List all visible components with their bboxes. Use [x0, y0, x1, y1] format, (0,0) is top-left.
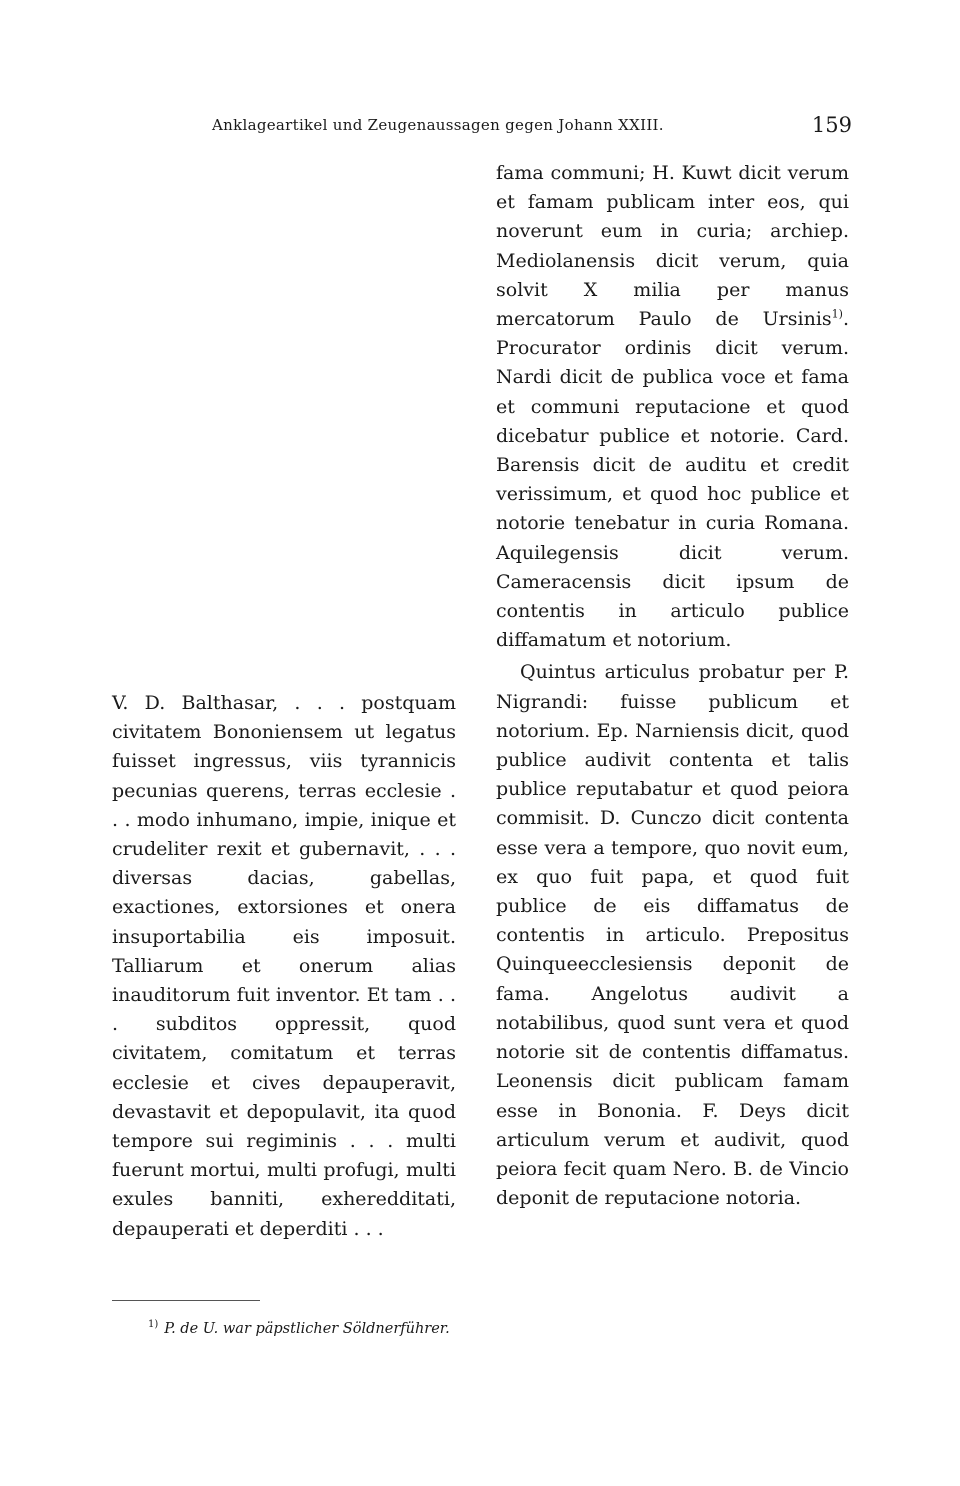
paragraph-1-text-b: . Procurator ordinis dicit verum. Nardi dicit de publica voce et fama et communi reputacione et quod dicebatur publice et notorie. Card. Barensis dicit de auditu et credit verissimum, et quod hoc publice et notorie tenebatur in curia Romana. Aquilegensis dicit verum. Cameracensis dicit ipsum de contentis in articulo publice diffamatum et notorium. — [496, 308, 849, 652]
footnote-rule — [112, 1300, 260, 1301]
running-title: Anklageartikel und Zeugenaussagen gegen Johann XXIII. — [212, 116, 664, 134]
right-column-paragraph-2: Quintus articulus probatur per P. Nigrandi: fuisse publicum et notorium. Ep. Narniensis dicit, quod publice audivit contenta et talis publice reputabatur et quod peiora commisit. D. Cunczo dicit contenta esse vera a tempore, quo novit eum, ex quo fuit papa, et quod fuit publice de eis diffamatus de contentis in articulo. Prepositus Quinqueecclesiensis deponit de fama. Angelotus audivit a notabilibus, quod sunt vera et quod notorie sit de contentis diffamatus. Leonensis dicit publicam famam esse in Bononia. F. Deys dicit articulum verum et audivit, quod peiora fecit quam Nero. B. de Vincio deponit de reputacione notoria. — [496, 661, 849, 1210]
running-head — [212, 113, 852, 146]
page-number: 159 — [811, 113, 852, 137]
right-column — [496, 159, 849, 1213]
footnote-text: P. de U. war päpstlicher Söldnerführer. — [164, 1320, 450, 1337]
left-column — [112, 689, 456, 1244]
footnote-reference: 1) — [831, 307, 843, 321]
left-column-paragraph: V. D. Balthasar, . . . postquam civitatem Bononiensem ut legatus fuisset ingressus, viis tyrannicis pecunias querens, terras ecclesie . . . modo inhumano, impie, inique et crudeliter rexit et gubernavit, . . . diversas dacias, gabellas, exactiones, extorsiones et onera insuportabilia eis imposuit. Talliarum et onerum alias inauditorum fuit inventor. Et tam . . . subditos oppressit, quod civitatem, comitatum et terras ecclesie et cives depauperavit, devastavit et depopulavit, ita quod tempore sui regiminis . . . multi fuerunt mortui, multi profugi, multi exules banniti, exheredditati, depauperati et deperditi . . . — [112, 692, 456, 1240]
footnote-marker: 1) — [148, 1319, 159, 1330]
footnote — [148, 1319, 450, 1337]
right-column-paragraph-1 — [496, 159, 849, 655]
paragraph-1-text-a: fama communi; H. Kuwt dicit verum et famam publicam inter eos, qui noverunt eum in curia; archiep. Mediolanensis dicit verum, quia solvit X milia per manus mercatorum Paulo de Ursinis — [496, 162, 849, 331]
